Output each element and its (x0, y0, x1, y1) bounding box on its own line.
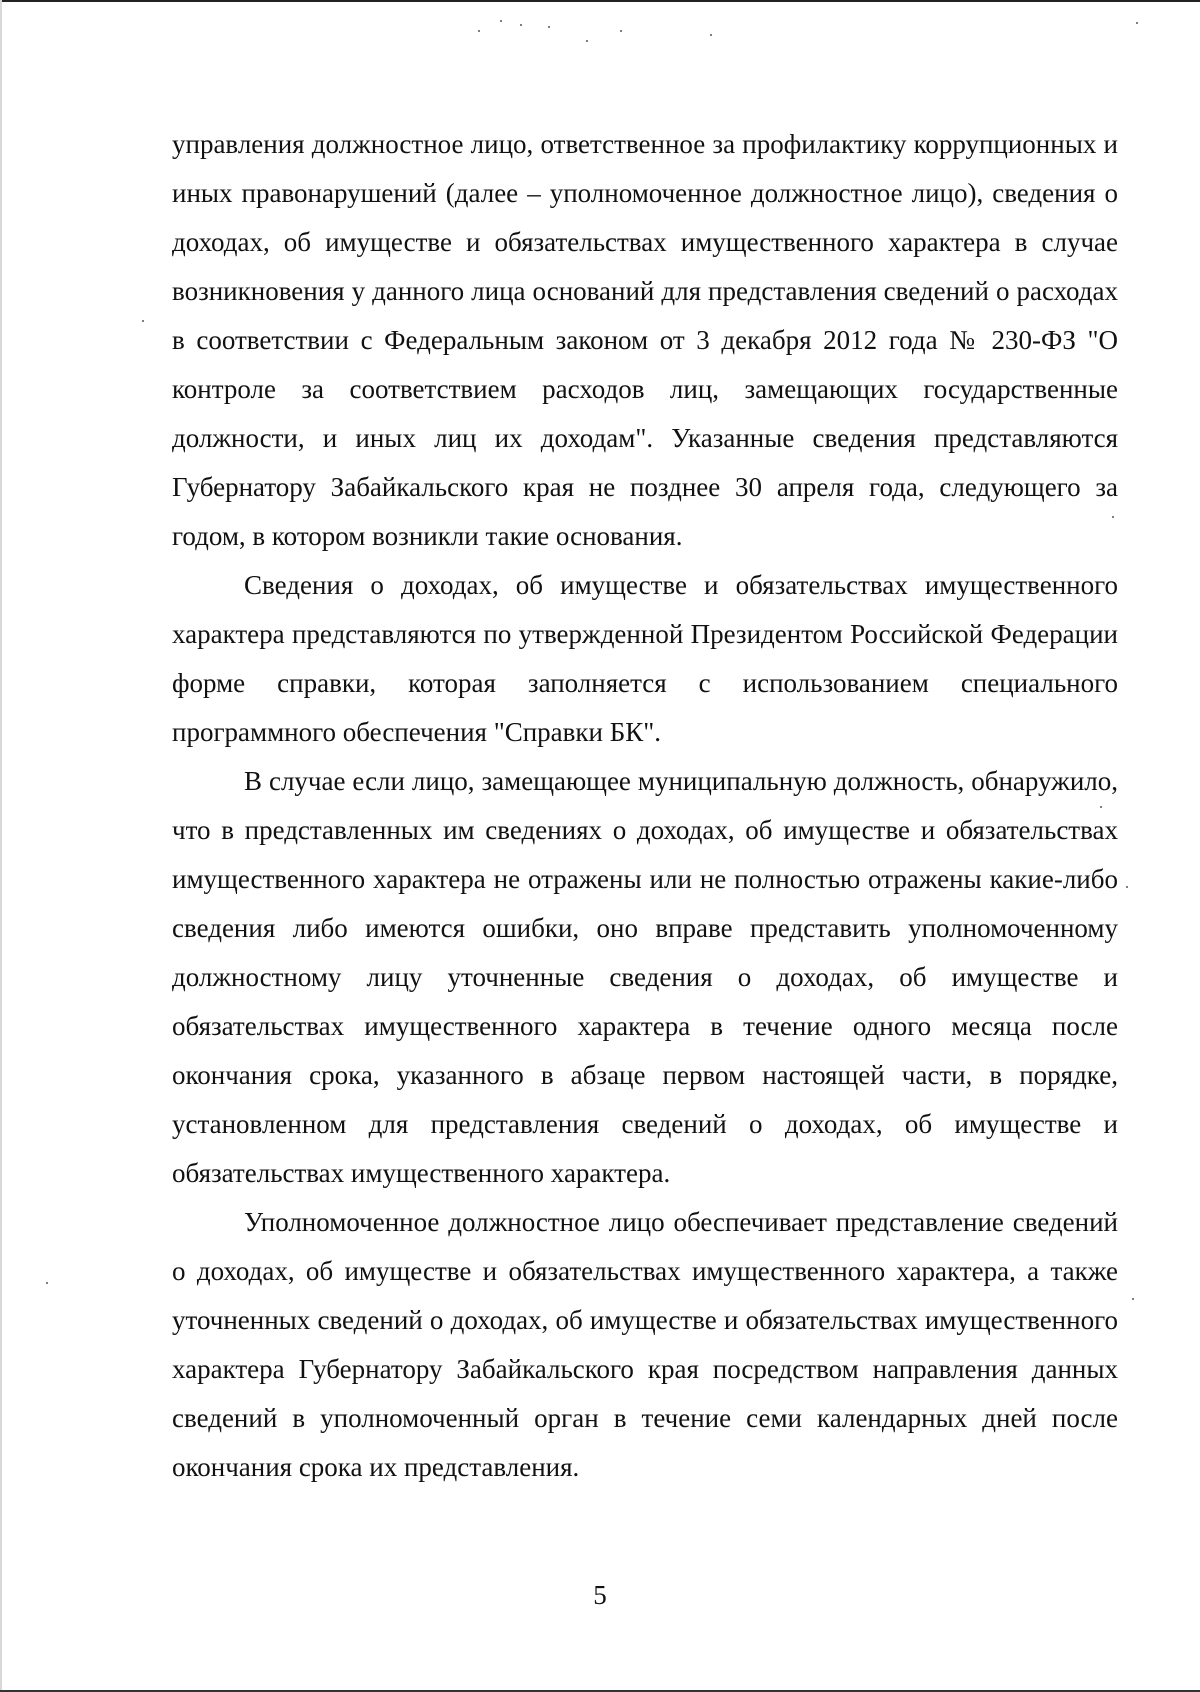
page-number: 5 (593, 1580, 607, 1610)
scan-speck (548, 26, 550, 28)
body-text (172, 120, 1118, 1492)
scan-speck (1132, 1298, 1134, 1300)
scan-speck (500, 20, 502, 22)
scan-speck (478, 30, 480, 32)
scan-speck (586, 40, 588, 42)
scan-speck (46, 1282, 48, 1284)
scan-speck (520, 24, 522, 26)
paragraph-4: Уполномоченное должностное лицо обеспечивает представление сведений о доходах, об имуществе и обязательствах имущественного характера, а также уточненных сведений о доходах, об имуществе и обязательствах имущественного характера Губернатору Забайкальского края посредством направления данных сведений в уполномоченный орган в течение семи календарных дней после окончания срока их представления. (172, 1207, 1118, 1482)
scan-speck (1136, 22, 1138, 24)
scan-speck (1126, 886, 1128, 888)
scan-speck (710, 34, 712, 36)
scan-speck (620, 30, 622, 32)
scan-speck (142, 320, 144, 322)
scan-edge-top (0, 0, 1200, 2)
paragraph-1: управления должностное лицо, ответственное за профилактику коррупционных и иных правонарушений (далее – уполномоченное должностное лицо), сведения о доходах, об имуществе и обязательствах имущественного характера в случае возникновения у данного лица оснований для представления сведений о расходах в соответствии с Федеральным законом от 3 декабря 2012 года № 230-ФЗ "О контроле за соответствием расходов лиц, замещающих государственные должности, и иных лиц их доходам". Указанные сведения представляются Губернатору Забайкальского края не позднее 30 апреля года, следующего за годом, в котором возникли такие основания. (172, 129, 1118, 551)
scan-edge-left (0, 0, 2, 1692)
paragraph-3: В случае если лицо, замещающее муниципальную должность, обнаружило, что в представленных им сведениях о доходах, об имуществе и обязательствах имущественного характера не отражены или не полностью отражены какие-либо сведения либо имеются ошибки, оно вправе представить уполномоченному должностному лицу уточненные сведения о доходах, об имуществе и обязательствах имущественного характера в течение одного месяца после окончания срока, указанного в абзаце первом настоящей части, в порядке, установленном для представления сведений о доходах, об имуществе и обязательствах имущественного характера. (172, 766, 1118, 1188)
paragraph-2: Сведения о доходах, об имуществе и обязательствах имущественного характера представляются по утвержденной Президентом Российской Федерации форме справки, которая заполняется с использованием специального программного обеспечения "Справки БК". (172, 570, 1118, 747)
